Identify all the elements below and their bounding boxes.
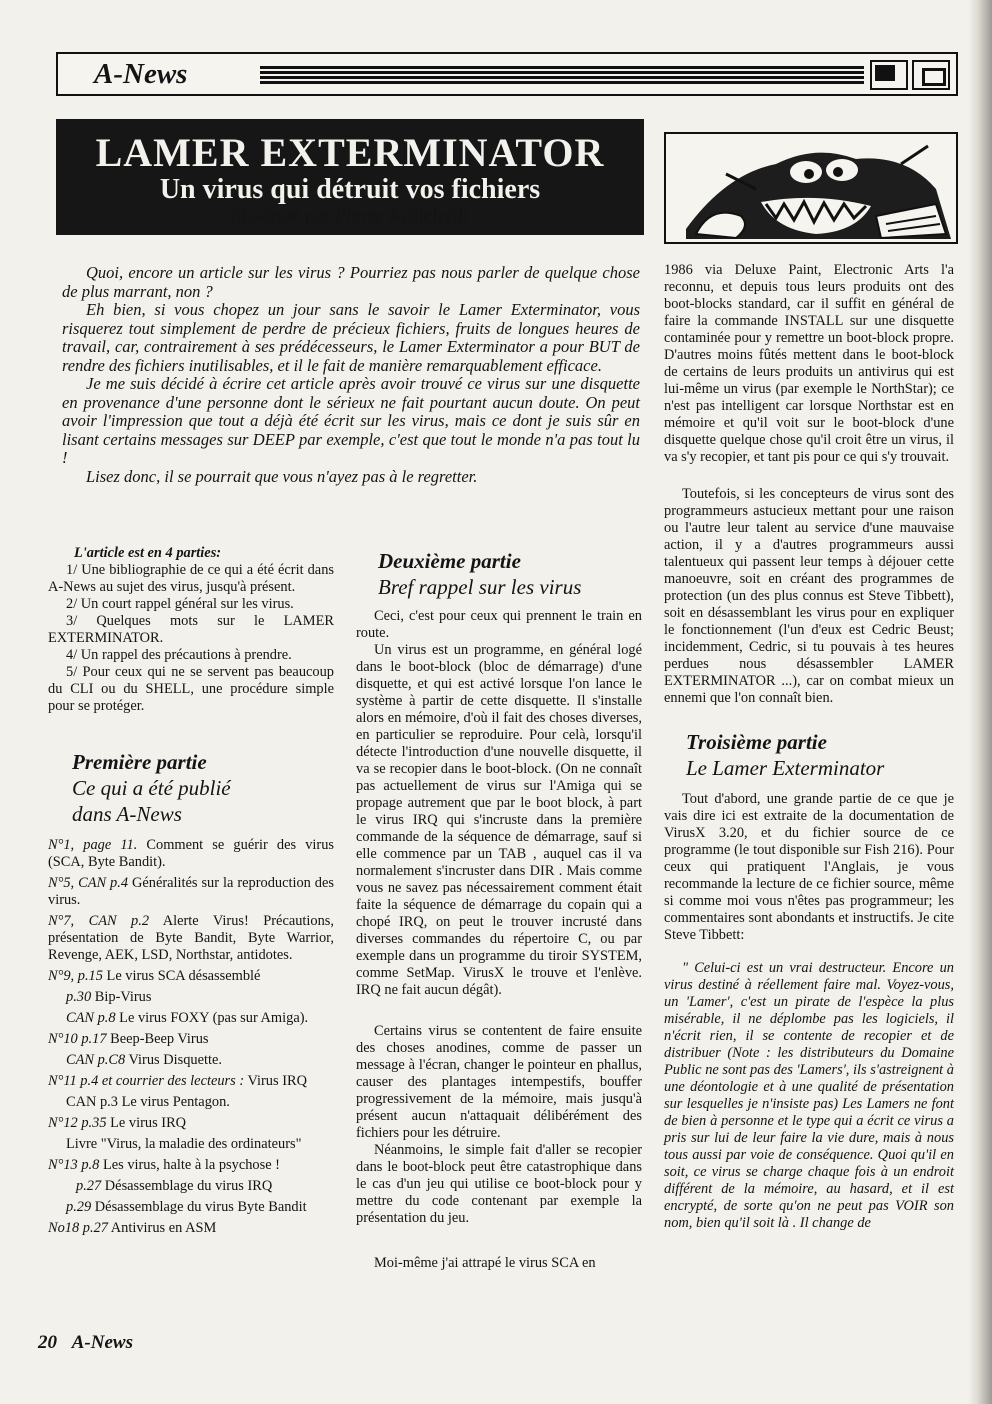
bibliography-item	[48, 1220, 334, 1237]
bibliography-ref: CAN p.8	[66, 1010, 116, 1026]
footer-magazine: A-News	[71, 1332, 133, 1353]
part3-title: Troisième partie	[686, 730, 827, 754]
bibliography-text: Alerte Virus! Précautions, présentation de Byte Bandit, Byte Warrior, Revenge, AEK, LSD, Northstar, antidotes.	[48, 913, 334, 963]
header-stripes	[260, 66, 864, 86]
bibliography-text: Les virus, halte à la psychose !	[99, 1157, 280, 1173]
bibliography-text: Virus Disquette.	[125, 1052, 222, 1068]
bibliography-text: Le virus FOXY (pas sur Amiga).	[115, 1010, 309, 1026]
bibliography-item	[48, 913, 334, 964]
window-back-icon	[870, 60, 908, 90]
bibliography-ref: N°5, CAN p.4	[48, 875, 129, 891]
bibliography-text: Le virus SCA désassemblé	[102, 968, 261, 984]
part2-paragraph: Moi-même j'ai attrapé le virus SCA en	[374, 1255, 596, 1271]
parts-heading: L'article est en 4 parties:	[74, 545, 222, 561]
article-title: LAMER EXTERMINATOR	[95, 130, 605, 175]
bibliography-ref: No18 p.27	[48, 1220, 108, 1236]
right-paragraph: Toutefois, si les concepteurs de virus sont des programmeurs astucieux mettant pour une raison ou l'autre leur talent au service d'une mauvaise action, il y a d'autres programmeurs aussi talentueux qui passent leur temps à déjouer cette manoeuvre, soit en créant des programmes de protection (un des plus connus est Steve Tibbett), soit en désassemblant les virus pour en expliquer le fonctionnement (l'un d'eux est Cedric Beust; incidemment, Cedric, si tu pouvais à tes heures perdues nous désassembler LAMER EXTERMINATOR ...), car on combat mieux un ennemi que l'on connaît bien.	[664, 486, 954, 706]
part2-paragraph: Ceci, c'est pour ceux qui prennent le train en route.	[356, 608, 642, 641]
intro-text	[62, 264, 640, 486]
bibliography-ref: CAN p.C8	[66, 1052, 126, 1068]
bibliography-item	[48, 1094, 334, 1111]
part2-paragraph: Néanmoins, le simple fait d'aller se recopier dans le boot-block peut être catastrophique dans le cas d'un jeu qui utilise ce boot-block pour y mettre du code contenant par exemple la présentation du jeu.	[356, 1142, 642, 1226]
intro-paragraph: Je me suis décidé à écrire cet article après avoir trouvé ce virus sur une disquette en provenance d'une personne dont le sérieux ne fait pourtant aucun doute. On peut avoir l'impression que tout a déjà été écrit sur les virus, mais ce dont je suis sûr en lisant certains messages sur DEEP par exemple, c'est que tout le monde n'a pas tout lu !	[62, 374, 640, 467]
bibliography-text: Comment se guérir des virus (SCA, Byte Bandit).	[48, 837, 335, 870]
part1-title: Première partie	[72, 750, 207, 774]
bibliography-item	[48, 1052, 334, 1069]
bibliography-ref: N°7, CAN p.2	[48, 913, 150, 929]
header-title: A-News	[94, 58, 188, 90]
bibliography-item	[48, 1178, 334, 1195]
part1-subtitle: dans A-News	[72, 802, 182, 826]
bibliography-text: Virus IRQ	[244, 1073, 307, 1089]
bibliography-text: Livre "Virus, la maladie des ordinateurs"	[66, 1136, 302, 1152]
parts-item: 2/ Un court rappel général sur les virus.	[66, 596, 294, 612]
bibliography-list	[48, 837, 334, 1237]
byline: disséqué par Pierre Ardichvili	[230, 205, 470, 227]
intro-paragraph: Quoi, encore un article sur les virus ? Pourriez pas nous parler de quelque chose de plus marrant, non ?	[62, 263, 640, 301]
page-footer	[38, 1332, 133, 1354]
bibliography-ref: N°12 p.35	[48, 1115, 107, 1131]
parts-item: 5/ Pour ceux qui ne se servent pas beaucoup du CLI ou du SHELL, une procédure simple pour se protéger.	[48, 664, 334, 714]
part2-paragraph: Un virus est un programme, en général logé dans le boot-block (bloc de démarrage) d'une disquette, et qui est activé lorsque l'on lance le système à partir de cette disquette. Il s'installe alors en mémoire, d'où il fait des choses diverses, en particulier se reproduire. Pour celà, lorsqu'il détecte l'introduction d'une nouvelle disquette, il va se recopier dans le boot-block. (On ne connaît pas actuellement de virus sur l'Amiga qui se propage autrement que par le boot block, à part le virus IRQ qui s'incruste dans la première commande de la séquence de démarrage, sauf si elle commence par un TAB , auquel cas il va normalement s'incruster dans DIR . Mais comme vous ne savez pas nécessairement comment était faite la séquence de démarrage du copain qui a chopé IRQ, on peut le trouver incrusté dans diverses commandes du répertoire C, ou par exemple dans un programme du tiroir SYSTEM, comme SetMap. VirusX le trouve et l'enlève. IRQ ne fait aucun dégât).	[356, 642, 642, 998]
intro-paragraph: Lisez donc, il se pourrait que vous n'ayez pas à le regretter.	[86, 466, 478, 486]
bibliography-item	[48, 1199, 334, 1216]
bibliography-item	[48, 875, 334, 909]
parts-item: 4/ Un rappel des précautions à prendre.	[66, 647, 292, 663]
steve-tibbett-quote: " Celui-ci est un vrai destructeur. Encore un virus destiné à réellement faire mal. Voyez-vous, un 'Lamer', c'est un pirate de l'espèce la plus misérable, il ne déplombe pas les logiciels, il n'écrit rien, il se contente de recopier et de distribuer (Note : les distributeurs du Domaine Public ne sont pas des 'Lamers', ils s'astreignent à une déontologie et à une qualité de présentation sur lesquelles je n'insiste pas) Les Lamers ne font de bien à personne et le type qui a écrit ce virus a pris sur lui de leur faire la vie dure, mais à nous tous aussi par voie de conséquence. Quoi qu'il en soit, ce virus se charge chaque fois à un endroit différent de la mémoire, au hasard, et il est encrypté, de sorte qu'on ne peut pas VOIR son nom, bien qu'il soit là . Il change de	[664, 960, 954, 1231]
bibliography-text: Antivirus en ASM	[107, 1220, 217, 1236]
bibliography-text: Bip-Virus	[91, 989, 152, 1005]
bibliography-item	[48, 989, 334, 1006]
parts-item: 1/ Une bibliographie de ce qui a été écrit dans A-News au sujet des virus, jusqu'à présent.	[48, 562, 334, 595]
bibliography-item	[48, 1136, 334, 1153]
bibliography-item	[48, 1010, 334, 1027]
window-front-icon	[912, 60, 950, 90]
bibliography-ref: p.29	[66, 1199, 92, 1215]
bibliography-item	[48, 1031, 334, 1048]
part2-heading	[356, 548, 642, 600]
bibliography-item	[48, 1115, 334, 1132]
part1-subtitle: Ce qui a été publié	[72, 776, 231, 800]
part3-heading	[664, 729, 954, 781]
bibliography-ref: N°13 p.8	[48, 1157, 100, 1173]
left-column	[48, 545, 334, 1241]
bibliography-text: Le virus IRQ	[106, 1115, 187, 1131]
monster-drawing-icon	[666, 134, 956, 242]
article-subtitle: Un virus qui détruit vos fichiers	[159, 174, 541, 205]
page-edge	[968, 0, 992, 1404]
parts-item: 3/ Quelques mots sur le LAMER EXTERMINATOR.	[48, 613, 334, 646]
bibliography-text: Désassemblage du virus Byte Bandit	[91, 1199, 307, 1215]
bibliography-ref: N°1, page 11.	[48, 837, 138, 853]
page-number: 20	[38, 1332, 57, 1353]
bibliography-ref: N°11 p.4 et courrier des lecteurs :	[48, 1073, 245, 1089]
part2-title: Deuxième partie	[378, 549, 521, 573]
part2-subtitle: Bref rappel sur les virus	[378, 575, 582, 599]
right-column	[664, 262, 954, 1232]
bibliography-item	[48, 1073, 334, 1090]
intro-paragraph: Eh bien, si vous chopez un jour sans le savoir le Lamer Exterminator, vous risquerez tout simplement de perdre de précieux fichiers, fruits de longues heures de travail, car, contrairement à ses prédécesseurs, le Lamer Exterminator a pour BUT de rendre des fichiers inutilisables, et il le fait de manière remarquablement efficace.	[62, 300, 640, 375]
part1-heading	[48, 749, 334, 827]
header-bar	[56, 52, 958, 96]
part3-subtitle: Le Lamer Exterminator	[686, 756, 885, 780]
bibliography-ref: N°10 p.17	[48, 1031, 107, 1047]
middle-column	[356, 548, 642, 1272]
bibliography-item	[48, 837, 334, 871]
bibliography-text: CAN p.3 Le virus Pentagon.	[66, 1094, 230, 1110]
bibliography-text: Désassemblage du virus IRQ	[101, 1178, 273, 1194]
bibliography-item	[48, 968, 334, 985]
bibliography-ref: p.30	[66, 989, 92, 1005]
bibliography-ref: N°9, p.15	[48, 968, 103, 984]
lamer-illustration	[664, 132, 958, 244]
bibliography-text: Beep-Beep Virus	[106, 1031, 209, 1047]
right-paragraph: 1986 via Deluxe Paint, Electronic Arts l'a reconnu, et depuis tous leurs produits ont des boot-blocks standard, car il suffit en général de faire la commande INSTALL sur une disquette contaminée pour y remettre un boot-block propre. D'autres moins fûtés mettent dans le boot-block de certains de leurs produits un antivirus qui est lui-même un virus (par exemple le NorthStar); ce n'est pas intelligent car lorsque Northstar est en mémoire et qu'il voit sur le boot-block d'une disquette quelque chose qu'il croit être un virus, il va s'y recopier, et tant pis pour ce qui s'y trouvait.	[664, 262, 954, 465]
part2-paragraph: Certains virus se contentent de faire ensuite des choses anodines, comme de passer un message à l'écran, changer le pointeur en phallus, causer des plantages intempestifs, bouffer progressivement de la mémoire, mais jusqu'à présent aucun n'attaquait délibérément des fichiers pour les détruire.	[356, 1023, 642, 1141]
part3-paragraph: Tout d'abord, une grande partie de ce que je vais dire ici est extraite de la documentation de VirusX 3.20, et du fichier source de ce programme (le tout disponible sur Fish 216). Pour ceux qui pratiquent l'Anglais, je vous recommande la lecture de ce fichier source, même si comme moi vous n'êtes pas programmeur; les commentaires sont abondants et instructifs. Je cite Steve Tibbett:	[664, 791, 954, 943]
bibliography-ref: p.27	[76, 1178, 102, 1194]
bibliography-item	[48, 1157, 334, 1174]
bibliography-text: Généralités sur la reproduction des virus.	[48, 875, 334, 908]
